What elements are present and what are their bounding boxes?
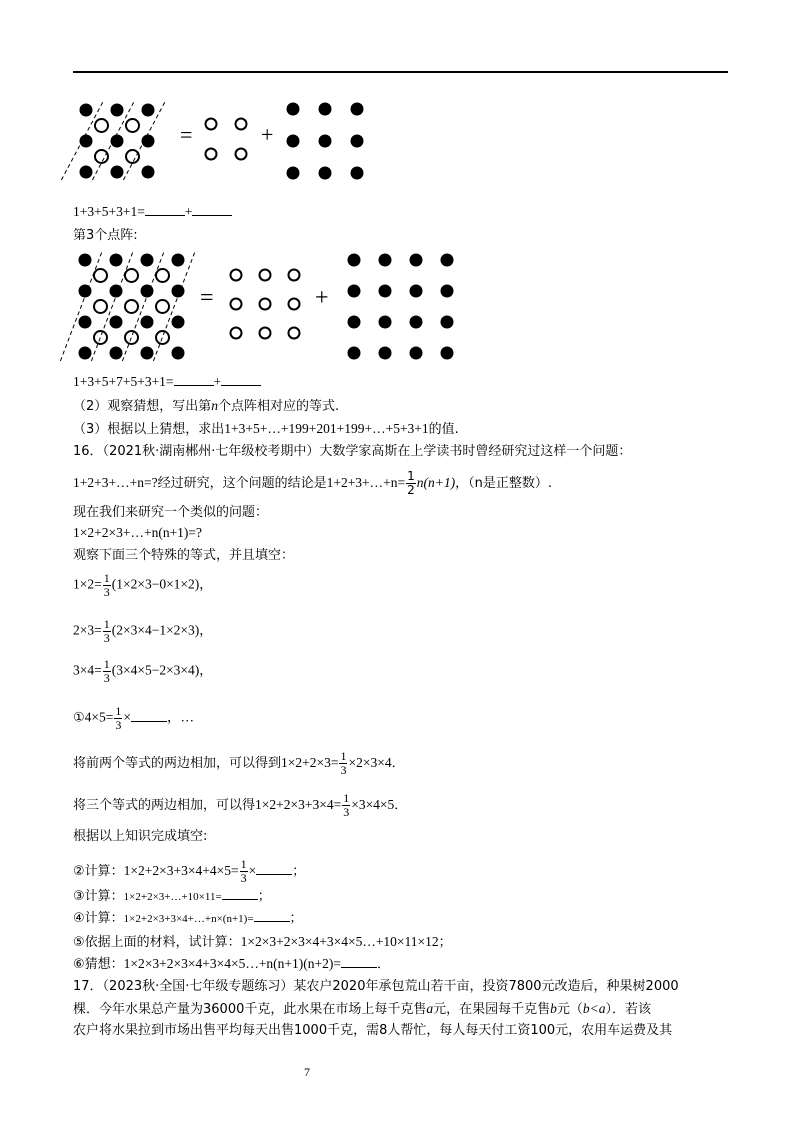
fig3-equals-sign: = <box>200 285 214 311</box>
filled-dot <box>348 254 361 267</box>
problem-16-similar: 现在我们来研究一个类似的问题： <box>73 505 269 520</box>
hollow-dot <box>289 328 300 339</box>
filled-dot <box>110 316 123 329</box>
filled-dot <box>79 285 92 298</box>
problem-16-sum: 1×2+2×3+…+n(n+1)=? <box>73 525 203 540</box>
filled-dot <box>172 254 185 267</box>
filled-dot <box>141 285 154 298</box>
question-3: （3）根据以上猜想，求出1+3+5+…+199+201+199+…+5+3+1的值. <box>73 421 459 437</box>
hollow-dot <box>289 270 300 281</box>
equation-b: 2×3= $\frac{1}{3}$ (2×3×4−1×2×3)， <box>73 617 213 645</box>
filled-dot <box>379 316 392 329</box>
filled-dot <box>441 347 454 360</box>
hollow-dot <box>260 299 271 310</box>
calc-2: ②计算：1×2+2×3+3×4+4×5= $\frac{1}{3}$ × ； <box>73 857 306 885</box>
calc-4: ④计算：1×2+2×3+3×4+…+n×(n+1)= ； <box>73 911 303 926</box>
hollow-dot <box>231 299 242 310</box>
figure3-label: 第3个点阵: <box>73 228 138 243</box>
filled-dot <box>172 285 185 298</box>
hollow-dot <box>125 300 138 313</box>
hollow-dot <box>289 299 300 310</box>
filled-dot <box>379 285 392 298</box>
equation-d: ①4×5= $\frac{1}{3}$ × ，… <box>73 704 195 732</box>
problem-17-line-3: 农户将水果拉到市场出售平均每天出售1000千克，需8人帮忙，每人每天付工资100元，农用车运费及其 <box>73 1023 673 1038</box>
filled-dot <box>141 254 154 267</box>
hollow-dot <box>125 331 138 344</box>
filled-dot <box>348 347 361 360</box>
filled-dot <box>441 285 454 298</box>
equation-c: 3×4= $\frac{1}{3}$ (3×4×5−2×3×4)， <box>73 657 213 685</box>
equation-fig3: 1+3+5+7+5+3+1= + <box>73 373 261 391</box>
hollow-dot <box>94 300 107 313</box>
hollow-dot <box>94 269 107 282</box>
filled-dot <box>348 316 361 329</box>
calc-3: ③计算：1×2+2×3+…+10×11= ； <box>73 889 271 904</box>
filled-dot <box>441 254 454 267</box>
filled-dot <box>141 347 154 360</box>
filled-dot <box>141 316 154 329</box>
filled-dot <box>410 254 423 267</box>
problem-16-observe: 观察下面三个特殊的等式，并且填空： <box>73 548 295 563</box>
filled-dot <box>110 347 123 360</box>
filled-dot <box>441 316 454 329</box>
hollow-dot <box>156 331 169 344</box>
filled-dot <box>410 347 423 360</box>
filled-dot <box>410 285 423 298</box>
hollow-dot <box>260 270 271 281</box>
hollow-dot <box>156 300 169 313</box>
filled-dot <box>348 285 361 298</box>
hollow-dot <box>125 269 138 282</box>
problem-16-gauss: 1+2+3+…+n=?经过研究，这个问题的结论是1+2+3+…+n= $\frac{1}{2}$ n(n+1)，（n是正整数）. <box>73 469 553 497</box>
sum-three-equations: 将三个等式的两边相加，可以得1×2+2×3+3×4= $\frac{1}{3}$ ×3×4×5． <box>73 791 408 819</box>
sum-two-equations: 将前两个等式的两边相加，可以得到1×2+2×3= $\frac{1}{3}$ ×2×3×4． <box>73 749 405 777</box>
filled-dot <box>172 316 185 329</box>
question-2: （2）观察猜想，写出第n个点阵相对应的等式. <box>73 398 340 414</box>
filled-dot <box>410 316 423 329</box>
filled-dot <box>110 285 123 298</box>
filled-dot <box>172 347 185 360</box>
fig3-plus-sign: + <box>315 285 329 311</box>
equation-fig2: 1+3+5+3+1= + <box>73 203 232 221</box>
hollow-dot <box>260 328 271 339</box>
filled-dot <box>110 254 123 267</box>
filled-dot <box>79 347 92 360</box>
filled-dot <box>379 254 392 267</box>
fill-heading: 根据以上知识完成填空: <box>73 829 208 844</box>
calc-6: ⑥猜想：1×2×3+2×3×4+3×4×5…+n(n+1)(n+2)= ． <box>73 956 391 972</box>
hollow-dot <box>94 331 107 344</box>
problem-17-line-1: 17．（2023秋·全国·七年级专题练习）某农户2020年承包荒山若干亩，投资7800元改造后，种果树2000 <box>73 979 679 994</box>
page-number: 7 <box>304 1065 310 1079</box>
fig2-equals-sign: = <box>180 122 193 147</box>
problem-16-heading: 16．（2021秋·湖南郴州·七年级校考期中）大数学家高斯在上学读书时曾经研究过这样一个问题： <box>73 444 632 459</box>
hollow-dot <box>231 270 242 281</box>
filled-dot <box>379 347 392 360</box>
hollow-dot <box>156 269 169 282</box>
filled-dot <box>79 316 92 329</box>
hollow-dot <box>231 328 242 339</box>
figure-dot-array-3 <box>0 0 800 400</box>
problem-17-line-2: 棵．今年水果总产量为36000千克，此水果在市场上每千克售a元，在果园每千克售b元（b<a）．若该 <box>73 1001 652 1017</box>
calc-5: ⑤依据上面的材料，试计算：1×2×3+2×3×4+3×4×5…+10×11×12； <box>73 934 452 950</box>
fig2-plus-sign: + <box>261 122 274 147</box>
filled-dot <box>79 254 92 267</box>
equation-a: 1×2= $\frac{1}{3}$ (1×2×3−0×1×2)， <box>73 571 213 599</box>
